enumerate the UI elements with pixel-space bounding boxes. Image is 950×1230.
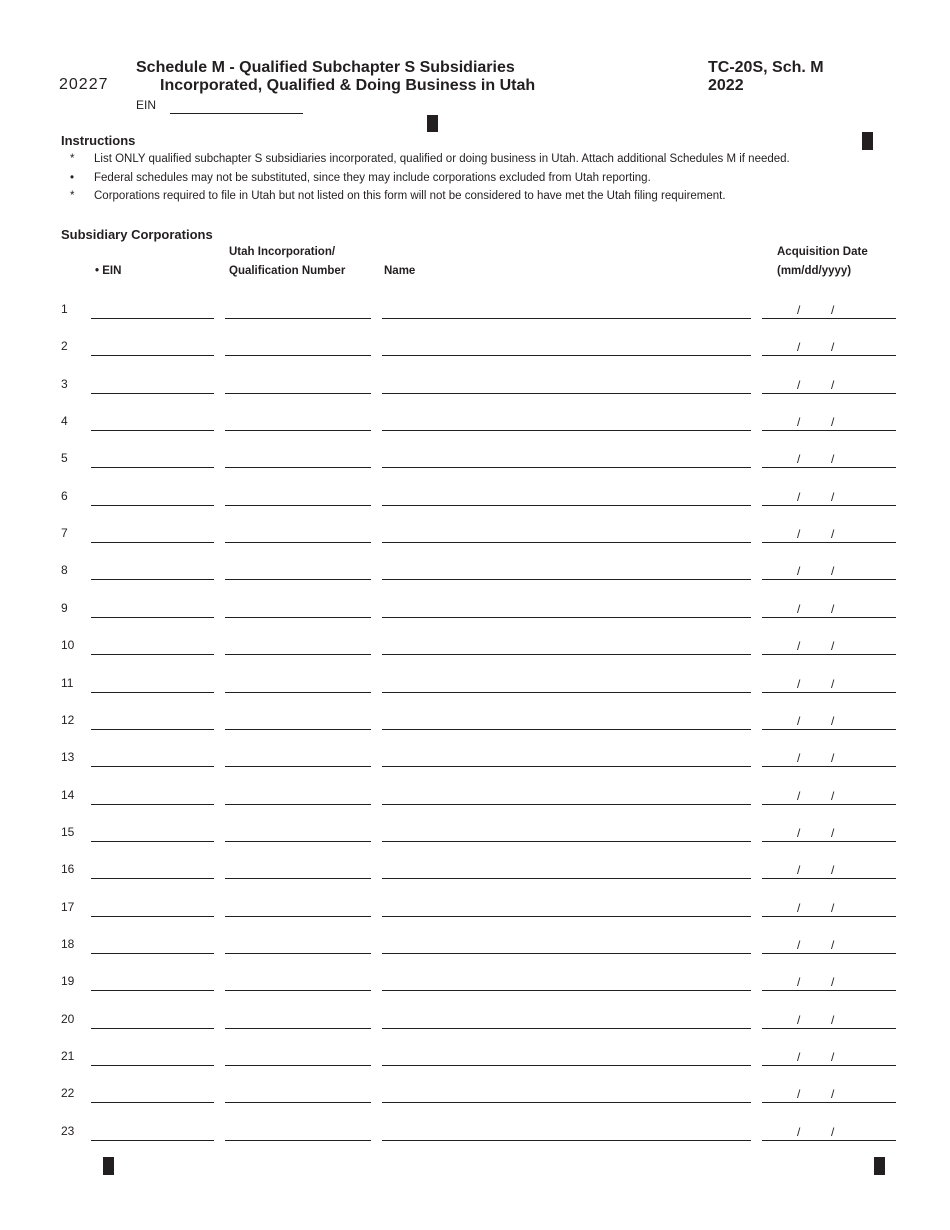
date-separator: / xyxy=(797,1013,801,1027)
row-number: 2 xyxy=(61,339,68,353)
row-acquisition-date-field[interactable] xyxy=(762,430,896,431)
row-acquisition-date-field[interactable] xyxy=(762,654,896,655)
date-separator: / xyxy=(797,452,801,466)
row-utah-number-field[interactable] xyxy=(225,393,371,394)
subsidiary-heading: Subsidiary Corporations xyxy=(61,227,213,242)
row-name-field[interactable] xyxy=(382,1140,751,1141)
date-separator: / xyxy=(797,1050,801,1064)
date-separator: / xyxy=(797,677,801,691)
row-number: 19 xyxy=(61,974,75,988)
row-acquisition-date-field[interactable] xyxy=(762,393,896,394)
form-title-line1: Schedule M - Qualified Subchapter S Subsidiaries xyxy=(136,59,515,76)
column-header-date: (mm/dd/yyyy) xyxy=(777,265,852,277)
row-ein-field[interactable] xyxy=(91,542,214,543)
row-number: 22 xyxy=(61,1086,75,1100)
row-ein-field[interactable] xyxy=(91,953,214,954)
date-separator: / xyxy=(831,490,835,504)
row-number: 10 xyxy=(61,638,75,652)
row-acquisition-date-field[interactable] xyxy=(762,916,896,917)
row-acquisition-date-field[interactable] xyxy=(762,766,896,767)
row-acquisition-date-field[interactable] xyxy=(762,990,896,991)
date-separator: / xyxy=(831,527,835,541)
date-separator: / xyxy=(797,490,801,504)
row-utah-number-field[interactable] xyxy=(225,654,371,655)
row-name-field[interactable] xyxy=(382,505,751,506)
row-acquisition-date-field[interactable] xyxy=(762,804,896,805)
row-ein-field[interactable] xyxy=(91,729,214,730)
row-acquisition-date-field[interactable] xyxy=(762,1065,896,1066)
date-separator: / xyxy=(797,789,801,803)
date-separator: / xyxy=(797,751,801,765)
row-ein-field[interactable] xyxy=(91,766,214,767)
row-utah-number-field[interactable] xyxy=(225,579,371,580)
instruction-text: List ONLY qualified subchapter S subsidiaries incorporated, qualified or doing business in Utah. Attach additional Schedules M if needed. xyxy=(94,153,790,165)
row-number: 8 xyxy=(61,563,68,577)
row-acquisition-date-field[interactable] xyxy=(762,841,896,842)
registration-mark xyxy=(103,1157,114,1175)
instruction-bullet: * xyxy=(70,190,75,202)
row-number: 6 xyxy=(61,489,68,503)
row-utah-number-field[interactable] xyxy=(225,1065,371,1066)
row-number: 23 xyxy=(61,1124,75,1138)
date-separator: / xyxy=(797,826,801,840)
row-ein-field[interactable] xyxy=(91,692,214,693)
row-utah-number-field[interactable] xyxy=(225,1102,371,1103)
instruction-item xyxy=(70,190,726,202)
instruction-item xyxy=(70,153,790,165)
row-name-field[interactable] xyxy=(382,916,751,917)
form-id: TC-20S, Sch. M xyxy=(708,59,824,76)
row-number: 12 xyxy=(61,713,75,727)
date-separator: / xyxy=(797,639,801,653)
row-utah-number-field[interactable] xyxy=(225,990,371,991)
instruction-item xyxy=(70,172,651,184)
row-utah-number-field[interactable] xyxy=(225,692,371,693)
row-utah-number-field[interactable] xyxy=(225,766,371,767)
row-acquisition-date-field[interactable] xyxy=(762,692,896,693)
date-separator: / xyxy=(831,751,835,765)
row-acquisition-date-field[interactable] xyxy=(762,1102,896,1103)
row-name-field[interactable] xyxy=(382,953,751,954)
column-header-name: Name xyxy=(384,265,416,277)
date-separator: / xyxy=(831,639,835,653)
row-utah-number-field[interactable] xyxy=(225,841,371,842)
form-year: 2022 xyxy=(708,77,744,94)
instruction-text: Corporations required to file in Utah but not listed on this form will not be considered to have met the Utah filing requirement. xyxy=(94,190,726,202)
row-name-field[interactable] xyxy=(382,430,751,431)
registration-mark xyxy=(427,115,438,132)
row-name-field[interactable] xyxy=(382,729,751,730)
row-name-field[interactable] xyxy=(382,467,751,468)
row-number: 20 xyxy=(61,1012,75,1026)
row-utah-number-field[interactable] xyxy=(225,1028,371,1029)
row-utah-number-field[interactable] xyxy=(225,467,371,468)
row-ein-field[interactable] xyxy=(91,393,214,394)
date-separator: / xyxy=(831,1125,835,1139)
row-number: 21 xyxy=(61,1049,75,1063)
row-name-field[interactable] xyxy=(382,692,751,693)
row-utah-number-field[interactable] xyxy=(225,430,371,431)
date-separator: / xyxy=(831,303,835,317)
column-header-utah-number: Utah Incorporation/ xyxy=(229,246,336,258)
row-acquisition-date-field[interactable] xyxy=(762,729,896,730)
date-separator: / xyxy=(831,1087,835,1101)
row-utah-number-field[interactable] xyxy=(225,1140,371,1141)
instruction-bullet: • xyxy=(70,172,75,184)
date-separator: / xyxy=(831,1013,835,1027)
date-separator: / xyxy=(831,452,835,466)
date-separator: / xyxy=(831,863,835,877)
date-separator: / xyxy=(831,602,835,616)
date-separator: / xyxy=(831,901,835,915)
row-name-field[interactable] xyxy=(382,617,751,618)
ein-field[interactable] xyxy=(170,113,303,114)
row-ein-field[interactable] xyxy=(91,804,214,805)
row-name-field[interactable] xyxy=(382,841,751,842)
row-acquisition-date-field[interactable] xyxy=(762,617,896,618)
row-number: 1 xyxy=(61,302,68,316)
row-ein-field[interactable] xyxy=(91,505,214,506)
row-ein-field[interactable] xyxy=(91,1065,214,1066)
date-separator: / xyxy=(797,303,801,317)
row-utah-number-field[interactable] xyxy=(225,355,371,356)
date-separator: / xyxy=(831,789,835,803)
date-separator: / xyxy=(797,602,801,616)
row-number: 9 xyxy=(61,601,68,615)
row-number: 7 xyxy=(61,526,68,540)
date-separator: / xyxy=(831,677,835,691)
row-acquisition-date-field[interactable] xyxy=(762,318,896,319)
row-acquisition-date-field[interactable] xyxy=(762,878,896,879)
row-ein-field[interactable] xyxy=(91,430,214,431)
row-number: 13 xyxy=(61,750,75,764)
date-separator: / xyxy=(797,1125,801,1139)
date-separator: / xyxy=(797,975,801,989)
row-utah-number-field[interactable] xyxy=(225,617,371,618)
row-name-field[interactable] xyxy=(382,654,751,655)
row-number: 11 xyxy=(61,676,74,690)
instructions-heading: Instructions xyxy=(61,133,136,148)
row-name-field[interactable] xyxy=(382,355,751,356)
row-acquisition-date-field[interactable] xyxy=(762,542,896,543)
row-ein-field[interactable] xyxy=(91,318,214,319)
row-ein-field[interactable] xyxy=(91,916,214,917)
row-utah-number-field[interactable] xyxy=(225,542,371,543)
date-separator: / xyxy=(797,527,801,541)
row-number: 4 xyxy=(61,414,68,428)
date-separator: / xyxy=(797,415,801,429)
row-utah-number-field[interactable] xyxy=(225,804,371,805)
row-name-field[interactable] xyxy=(382,878,751,879)
date-separator: / xyxy=(831,826,835,840)
date-separator: / xyxy=(797,564,801,578)
date-separator: / xyxy=(831,938,835,952)
row-acquisition-date-field[interactable] xyxy=(762,1028,896,1029)
date-separator: / xyxy=(797,938,801,952)
row-number: 15 xyxy=(61,825,75,839)
column-header-utah-number: Qualification Number xyxy=(229,265,346,277)
form-title-line2: Incorporated, Qualified & Doing Business in Utah xyxy=(160,77,536,94)
row-name-field[interactable] xyxy=(382,804,751,805)
row-acquisition-date-field[interactable] xyxy=(762,579,896,580)
date-separator: / xyxy=(831,714,835,728)
row-acquisition-date-field[interactable] xyxy=(762,953,896,954)
column-header-ein: • EIN xyxy=(95,265,122,277)
row-number: 18 xyxy=(61,937,75,951)
row-ein-field[interactable] xyxy=(91,1102,214,1103)
row-name-field[interactable] xyxy=(382,1102,751,1103)
instruction-text: Federal schedules may not be substituted, since they may include corporations excluded from Utah reporting. xyxy=(94,172,651,184)
row-acquisition-date-field[interactable] xyxy=(762,505,896,506)
row-utah-number-field[interactable] xyxy=(225,953,371,954)
row-utah-number-field[interactable] xyxy=(225,729,371,730)
date-separator: / xyxy=(797,863,801,877)
row-utah-number-field[interactable] xyxy=(225,916,371,917)
row-name-field[interactable] xyxy=(382,1028,751,1029)
row-name-field[interactable] xyxy=(382,990,751,991)
row-number: 14 xyxy=(61,788,75,802)
ein-label: EIN xyxy=(136,98,157,112)
row-name-field[interactable] xyxy=(382,542,751,543)
row-name-field[interactable] xyxy=(382,318,751,319)
row-name-field[interactable] xyxy=(382,393,751,394)
date-separator: / xyxy=(797,714,801,728)
row-ein-field[interactable] xyxy=(91,355,214,356)
row-number: 16 xyxy=(61,862,75,876)
form-code: 20227 xyxy=(59,76,109,93)
date-separator: / xyxy=(797,1087,801,1101)
row-number: 3 xyxy=(61,377,68,391)
row-ein-field[interactable] xyxy=(91,579,214,580)
row-acquisition-date-field[interactable] xyxy=(762,355,896,356)
row-acquisition-date-field[interactable] xyxy=(762,467,896,468)
date-separator: / xyxy=(831,415,835,429)
row-ein-field[interactable] xyxy=(91,1140,214,1141)
row-name-field[interactable] xyxy=(382,579,751,580)
column-header-date: Acquisition Date xyxy=(777,246,868,258)
row-utah-number-field[interactable] xyxy=(225,878,371,879)
row-ein-field[interactable] xyxy=(91,878,214,879)
row-ein-field[interactable] xyxy=(91,1028,214,1029)
instruction-bullet: * xyxy=(70,153,75,165)
date-separator: / xyxy=(831,340,835,354)
date-separator: / xyxy=(831,378,835,392)
row-name-field[interactable] xyxy=(382,1065,751,1066)
row-acquisition-date-field[interactable] xyxy=(762,1140,896,1141)
date-separator: / xyxy=(797,378,801,392)
row-ein-field[interactable] xyxy=(91,617,214,618)
date-separator: / xyxy=(831,975,835,989)
row-ein-field[interactable] xyxy=(91,841,214,842)
registration-mark xyxy=(874,1157,885,1175)
date-separator: / xyxy=(797,901,801,915)
date-separator: / xyxy=(797,340,801,354)
registration-mark xyxy=(862,132,873,150)
row-ein-field[interactable] xyxy=(91,467,214,468)
row-number: 5 xyxy=(61,451,68,465)
date-separator: / xyxy=(831,1050,835,1064)
row-number: 17 xyxy=(61,900,75,914)
row-name-field[interactable] xyxy=(382,766,751,767)
row-ein-field[interactable] xyxy=(91,990,214,991)
row-utah-number-field[interactable] xyxy=(225,505,371,506)
date-separator: / xyxy=(831,564,835,578)
row-ein-field[interactable] xyxy=(91,654,214,655)
row-utah-number-field[interactable] xyxy=(225,318,371,319)
